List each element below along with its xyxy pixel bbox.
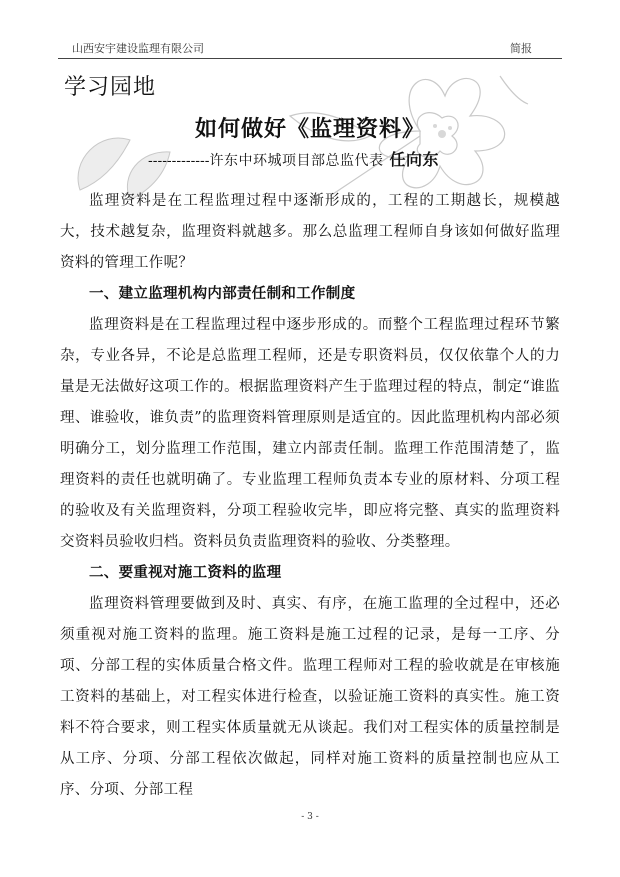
author-line bbox=[148, 147, 439, 170]
author-dash: ------------- bbox=[148, 153, 210, 169]
article-title: 如何做好《监理资料》 bbox=[194, 116, 425, 142]
heading-responsibility: 一、建立监理机构内部责任制和工作制度 bbox=[89, 286, 356, 302]
author-name: 任向东 bbox=[389, 150, 440, 169]
paragraph-responsibility: 监理资料是在工程监理过程中逐步形成的。而整个工程监理过程环节繁杂，专业各异，不论是总监理工程师，还是专职资料员，仅仅依靠个人的力量是无法做好这项工作的。根据监理资料产生于监理过程的特点，制定“谁监理、谁验收，谁负责”的监理资料管理原则是适宜的。因此监理机构内部必须明确分工，划分监理工作范围，建立内部责任制。监理工作范围清楚了，监理资料的责任也就明确了。专业监理工程师负责本专业的原材料、分项工程的验收及有关监理资料，分项工程验收完毕，即应将完整、真实的监理资料交资料员验收归档。资料员负责监理资料的验收、分类整理。 bbox=[60, 317, 560, 550]
heading-construction-records: 二、要重视对施工资料的监理 bbox=[89, 565, 282, 581]
paragraph-construction-records: 监理资料管理要做到及时、真实、有序，在施工监理的全过程中，还必须重视对施工资料的监理。施工资料是施工过程的记录，是每一工序、分项、分部工程的实体质量合格文件。监理工程师对工程的验收就是在审核施工资料的基础上，对工程实体进行检查，以验证施工资料的真实性。施工资料不符合要求，则工程实体质量就无从谈起。我们对工程实体的质量控制是从工序、分项、分部工程依次做起，同样对施工资料的质量控制也应从工序、分项、分部工程 bbox=[60, 596, 560, 798]
section-title: 学习园地 bbox=[64, 75, 157, 100]
article-body bbox=[60, 186, 560, 806]
document-type: 简报 bbox=[510, 42, 532, 55]
page-number: - 3 - bbox=[301, 812, 319, 822]
intro-paragraph: 监理资料是在工程监理过程中逐渐形成的，工程的工期越长，规模越大，技术越复杂，监理资料就越多。那么总监理工程师自身该如何做好监理资料的管理工作呢？ bbox=[60, 193, 560, 271]
author-role: 许东中环城项目部总监代表 bbox=[209, 153, 384, 169]
company-name: 山西安宇建设监理有限公司 bbox=[72, 42, 204, 55]
